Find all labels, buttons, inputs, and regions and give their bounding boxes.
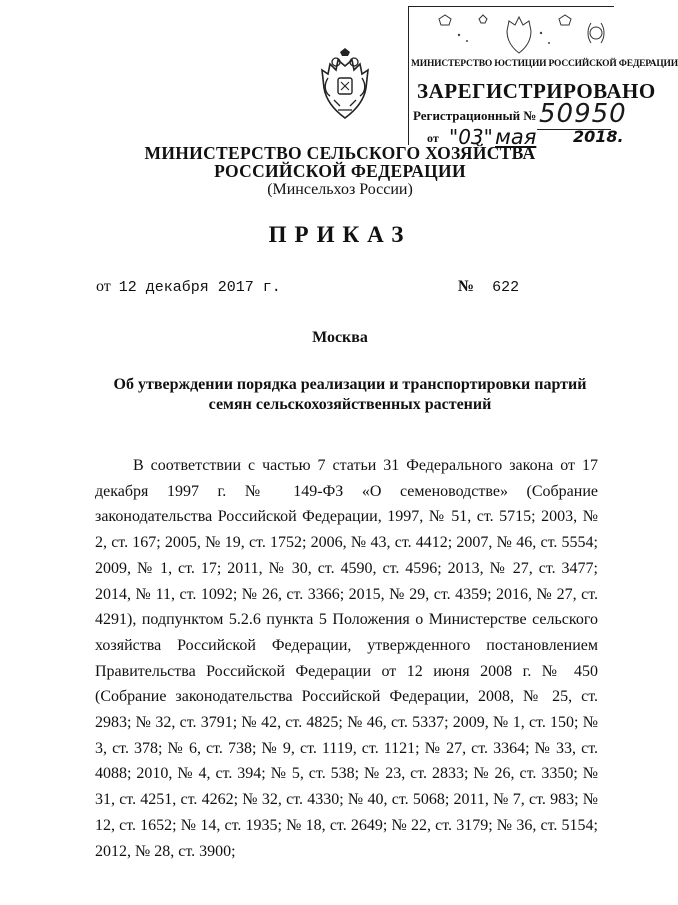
ministry-short-name: (Минсельхоз России) — [267, 181, 413, 198]
stamp-regnum-value: 50950 — [539, 99, 627, 129]
stamp-regnum-label: Регистрационный № — [413, 108, 537, 123]
body-paragraph: В соответствии с частью 7 статьи 31 Федерального закона от 17 декабря 1997 г. № 149-ФЗ «О семеноводстве» (Собрание законодательства Российской Федерации, 1997, № 51, ст. 5715; 2003, № 2, ст. 167; 2005, № 19, ст. 1752; 2006, № 43, ст. 4412; 2007, № 46, ст. 5554; 2009, № 1, ст. 17; 2011, № 30, ст. 4590, ст. 4596; 2013, № 27, ст. 3477; 2014, № 11, ст. 1092; № 26, ст. 3366; 2015, № 29, ст. 4359; 2016, № 27, ст. 4291), подпунктом 5.2.6 пункта 5 Положения о Министерстве сельского хозяйства Российской Федерации, утвержденного постановлением Правительства Российской Федерации от 12 июня 2008 г. № 450 (Собрание законодательства Российской Федерации, 2008, № 25, ст. 2983; № 32, ст. 3791; № 42, ст. 4825; № 46, ст. 5337; 2009, № 1, ст. 150; № 3, ст. 378; № 6, ст. 738; № 9, ст. 1119, ст. 1121; № 27, ст. 3364; № 33, ст. 4088; 2010, № 4, ст. 394; № 5, ст. 538; № 23, ст. 2833; № 26, ст. 3350; № 31, ст. 4251, ст. 4262; № 32, ст. 4330; № 40, ст. 5068; 2011, № 7, ст. 983; № 12, ст. 1652; № 14, ст. 1935; № 18, ст. 2649; № 22, ст. 3179; № 36, ст. 5154; 2012, № 28, ст. 3900; — [95, 457, 598, 860]
order-subject: Об утверждении порядка реализации и транспортировки партий семян сельскохозяйственных растений — [113, 376, 587, 413]
coat-of-arms-icon — [314, 48, 376, 120]
order-date-prefix: от — [96, 278, 111, 295]
stamp-date-day: "03" — [449, 125, 493, 149]
stamp-emblems-icon — [419, 13, 609, 55]
order-date-value: 12 декабря 2017 г. — [118, 279, 281, 296]
order-number-label: № — [458, 278, 475, 295]
stamp-date-year: 2018. — [573, 127, 624, 146]
order-number — [458, 278, 519, 296]
city: Москва — [312, 329, 368, 346]
order-date — [96, 278, 281, 296]
document-title: ПРИКАЗ — [268, 222, 412, 247]
order-number-value: 622 — [492, 279, 520, 296]
ministry-name-line2: РОССИЙСКОЙ ФЕДЕРАЦИИ — [214, 161, 466, 181]
ministry-name — [140, 144, 540, 180]
stamp-date-prefix: от — [427, 131, 439, 145]
stamp-ministry: МИНИСТЕРСТВО ЮСТИЦИИ РОССИЙСКОЙ ФЕДЕРАЦИИ — [411, 59, 678, 69]
registration-stamp — [408, 6, 678, 149]
stamp-registered: ЗАРЕГИСТРИРОВАНО — [417, 79, 656, 103]
stamp-date-month: мая — [495, 125, 537, 149]
ministry-name-line1: МИНИСТЕРСТВО СЕЛЬСКОГО ХОЗЯЙСТВА — [144, 143, 536, 163]
